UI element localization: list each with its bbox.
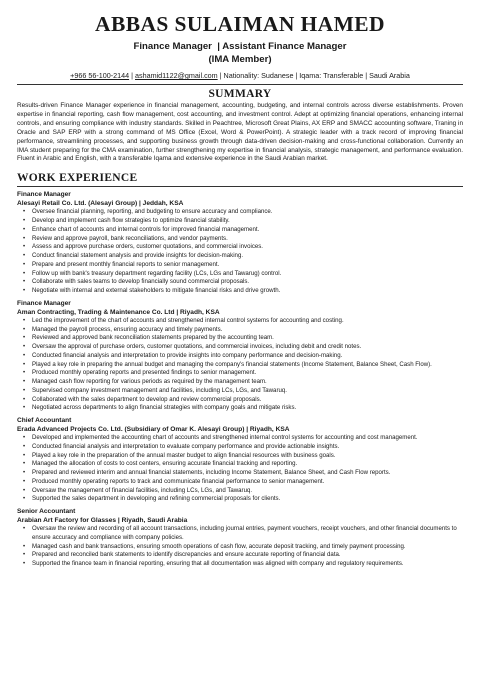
- job-bullet: • Developed and implemented the accounting chart of accounts and strengthened internal control systems for accounting and cost management.: [17, 434, 463, 443]
- job-bullet: • Managed the payroll process, ensuring accuracy and timely payments.: [17, 326, 463, 335]
- job-entry: [17, 416, 463, 504]
- contact-line: [17, 71, 463, 81]
- job-bullet: • Oversaw the approval of purchase orders, customer quotations, and commercial invoices, including debit and credit notes.: [17, 343, 463, 352]
- job-entry: [17, 299, 463, 413]
- job-bullet: • Managed the allocation of costs to cost centers, ensuring accurate financial tracking and reporting.: [17, 460, 463, 469]
- job-bullet: • Conducted financial analysis and interpretation to provide insights into company performance and decision-making.: [17, 352, 463, 361]
- job-role: Finance Manager: [17, 191, 71, 199]
- job-bullet: • Oversee financial planning, reporting, and budgeting to ensure accuracy and compliance.: [17, 208, 463, 217]
- job-bullet: • Conduct financial statement analysis and provide insights for decision-making.: [17, 252, 463, 261]
- job-bullet: • Enhance chart of accounts and internal controls for improved financial management.: [17, 226, 463, 235]
- job-bullets: [17, 525, 463, 569]
- job-role: Chief Accountant: [17, 417, 72, 425]
- phone-link[interactable]: +966 56-100-2144: [70, 71, 130, 80]
- job-company: Alesayi Retail Co. Ltd. (Alesayi Group) | Jeddah, KSA: [17, 200, 184, 208]
- job-bullet: • Follow up with bank's treasury department regarding facility (LCs, LGs and Tawarug) control.: [17, 270, 463, 279]
- job-bullets: [17, 317, 463, 413]
- job-bullet: • Negotiate with internal and external stakeholders to mitigate financial risks and drive growth.: [17, 287, 463, 296]
- work-divider: [17, 186, 463, 187]
- job-bullets: [17, 434, 463, 504]
- summary-heading: SUMMARY: [208, 88, 272, 100]
- summary-text: Results-driven Finance Manager experience in financial management, accounting, budgeting, and internal controls across diverse establishments. Proven expertise in financial reporting, cash flow management, cost accounting, and investment control. Adept at optimizing financial operations, enhancing internal controls, and ensuring compliance with industry standards. Skilled in Peachtree, Microsoft Great Plains, AX ERP and SMACC accounting software, Traning in Oracle and SAP ERP with a strong command of MS Office (Excel, Word & PowerPoint). A strategic leader with a track record of improving financial performance, streamlining processes, and supporting business growth through data-driven decision-making and cross-functional collaboration. Currently an IMA student preparing for the CMA examination, further strengthening my expertise in financial analysis, strategic management, and performance evaluation. Fluent in Arabic and English, with a transferable Iqama and extensive experience in the Saudi Arabian market.: [17, 102, 463, 163]
- job-role: Finance Manager: [17, 299, 71, 307]
- job-company: Aman Contracting, Trading & Maintenance Co. Ltd | Riyadh, KSA: [17, 308, 220, 316]
- job-bullet: • Played a key role in the preparation of the annual master budget to align financial resources with business goals.: [17, 452, 463, 461]
- work-experience-heading: WORK EXPERIENCE: [17, 172, 138, 185]
- job-bullet: • Led the improvement of the chart of accounts and strengthened internal control systems for accounting and costing.: [17, 317, 463, 326]
- email-link[interactable]: ashamid1122@gmail.com: [134, 71, 218, 80]
- job-bullet: • Review and approve payroll, bank reconciliations, and vendor payments.: [17, 235, 463, 244]
- header-divider: [17, 84, 463, 85]
- job-bullets: [17, 208, 463, 296]
- job-bullet: • Managed cash flow reporting for various periods as required by the management team.: [17, 378, 463, 387]
- job-entry: [17, 190, 463, 296]
- job-bullet: • Managed cash and bank transactions, ensuring smooth operations of cash flow, accurate deposit tracking, and timely payment processing.: [17, 543, 463, 552]
- job-bullet: • Prepared and reviewed interim and annual financial statements, including Income Statement, Balance Sheet, and Cash Flow reports.: [17, 469, 463, 478]
- job-bullet: • Oversaw the management of financial facilities, including LCs, LGs, and Tawaruq.: [17, 487, 463, 496]
- job-bullet: • Collaborated with the sales department to develop and review commercial proposals.: [17, 396, 463, 405]
- membership: (IMA Member): [208, 54, 272, 65]
- job-bullet: • Oversaw the review and recording of all account transactions, including journal entries, payment vouchers, receipt vouchers, and other financial documents to ensure accuracy and compliance with company policies.: [17, 525, 463, 543]
- job-bullet: • Supervised company investment management and facilities, including LCs, LGs, and Tawaruq.: [17, 387, 463, 396]
- job-bullet: • Produced monthly operating reports to track and communicate financial performance to senior management.: [17, 478, 463, 487]
- job-bullet: • Prepared and reconciled bank statements to identify discrepancies and ensure accurate reporting of financial data.: [17, 551, 463, 560]
- job-company: Erada Advanced Projects Co. Ltd. (Subsidiary of Omar K. Alesayi Group) | Riyadh, KSA: [17, 426, 290, 434]
- job-bullet: • Develop and implement cash flow strategies to optimize financial stability.: [17, 217, 463, 226]
- job-titles: Finance Manager | Assistant Finance Manager: [133, 41, 347, 52]
- contact-details: | Nationality: Sudanese | Iqama: Transferable | Saudi Arabia: [217, 71, 410, 80]
- job-bullet: • Supported the sales department in developing and refining commercial proposals for clients.: [17, 495, 463, 504]
- job-bullet: • Collaborate with sales teams to develop financially sound commercial proposals.: [17, 278, 463, 287]
- job-bullet: • Produced monthly operating reports and presented findings to senior management.: [17, 369, 463, 378]
- job-bullet: • Conducted financial analysis and interpretation to evaluate company performance and provide actionable insights.: [17, 443, 463, 452]
- contact-separator: |: [129, 71, 135, 80]
- candidate-name: ABBAS SULAIMAN HAMED: [95, 12, 385, 36]
- job-bullet: • Supported the finance team in financial reporting, ensuring that all documentation was aligned with company and regulatory requirements.: [17, 560, 463, 569]
- job-role: Senior Accountant: [17, 508, 76, 516]
- job-company: Arabian Art Factory for Glasses | Riyadh, Saudi Arabia: [17, 517, 188, 525]
- job-entry: [17, 507, 463, 569]
- job-bullet: • Negotiated across departments to align financial strategies with company goals and mitigate risks.: [17, 404, 463, 413]
- job-bullet: • Assess and approve purchase orders, customer quotations, and commercial invoices.: [17, 243, 463, 252]
- job-bullet: • Prepare and present monthly financial reports to senior management.: [17, 261, 463, 270]
- jobs-list: [17, 190, 463, 569]
- job-bullet: • Played a key role in preparing the annual budget and managing the company's financial statements (Income Statement, Balance Sheet, Cash Flow).: [17, 361, 463, 370]
- job-bullet: • Reviewed and approved bank reconciliation statements prepared by the accounting team.: [17, 334, 463, 343]
